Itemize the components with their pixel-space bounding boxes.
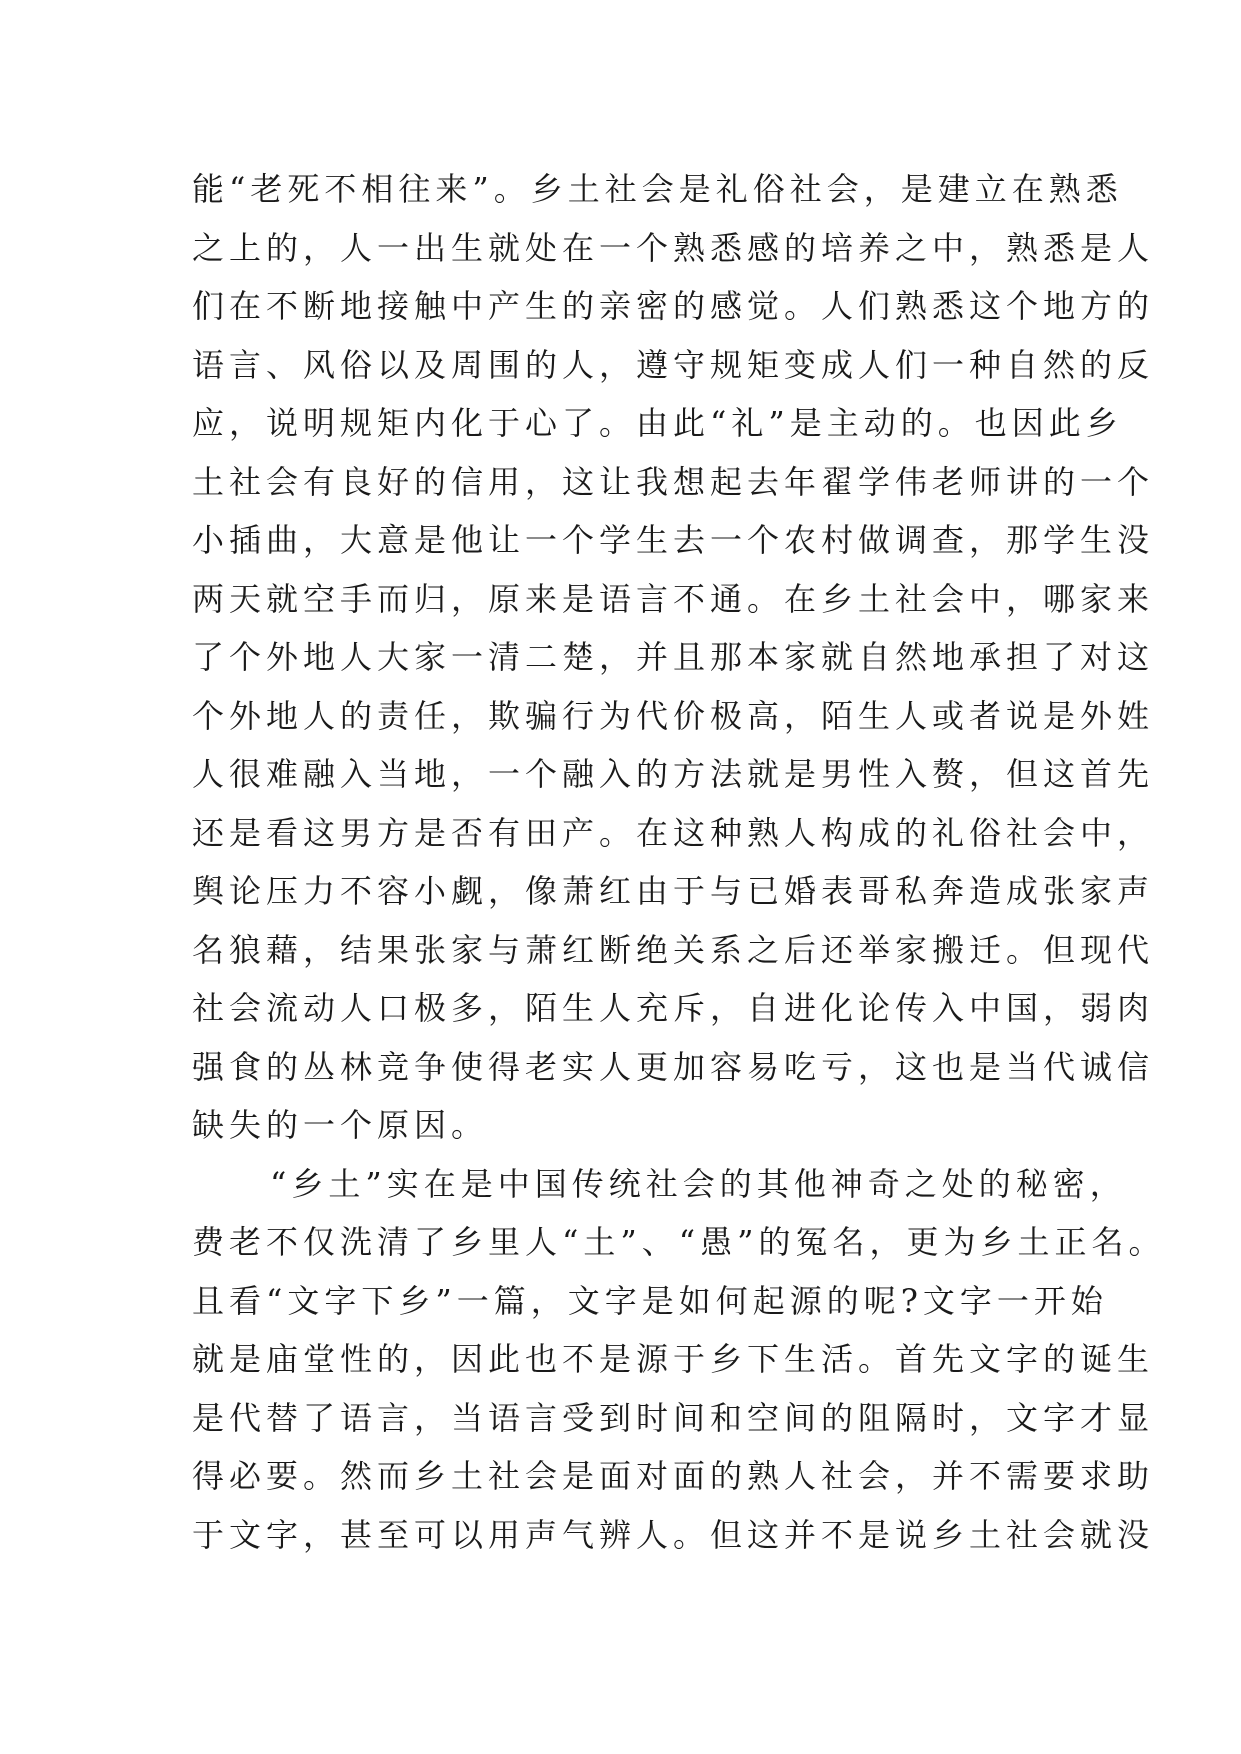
text-line: 社会流动人口极多，陌生人充斥，自进化论传入中国，弱肉: [192, 989, 1155, 1027]
text-line: 舆论压力不容小觑，像萧红由于与已婚表哥私奔造成张家声: [192, 872, 1155, 910]
text-line: 们在不断地接触中产生的亲密的感觉。人们熟悉这个地方的: [192, 287, 1155, 325]
text-line: 名狼藉，结果张家与萧红断绝关系之后还举家搬迁。但现代: [192, 930, 1155, 969]
text-line: 且看“文字下乡”一篇，文字是如何起源的呢?文字一开始: [192, 1281, 1108, 1320]
text-line: 之上的，人一出生就处在一个熟悉感的培养之中，熟悉是人: [192, 228, 1155, 267]
text-line: 土社会有良好的信用，这让我想起去年翟学伟老师讲的一个: [192, 462, 1155, 501]
text-line: 能“老死不相往来”。乡土社会是礼俗社会，是建立在熟悉: [192, 170, 1123, 208]
text-line: 是代替了语言，当语言受到时间和空间的阻隔时，文字才显: [192, 1398, 1155, 1437]
text-line: 就是庙堂性的，因此也不是源于乡下生活。首先文字的诞生: [192, 1340, 1155, 1378]
text-line: 小插曲，大意是他让一个学生去一个农村做调查，那学生没: [192, 521, 1155, 559]
text-line: 得必要。然而乡土社会是面对面的熟人社会，并不需要求助: [192, 1457, 1155, 1495]
text-line: 费老不仅洗清了乡里人“土”、“愚”的冤名，更为乡土正名。: [192, 1223, 1166, 1261]
text-line: 了个外地人大家一清二楚，并且那本家就自然地承担了对这: [192, 638, 1155, 676]
text-line: 人很难融入当地，一个融入的方法就是男性入赘，但这首先: [192, 755, 1155, 793]
text-line: 还是看这男方是否有田产。在这种熟人构成的礼俗社会中，: [192, 813, 1155, 852]
text-line: 两天就空手而归，原来是语言不通。在乡土社会中，哪家来: [192, 579, 1155, 618]
text-line: 于文字，甚至可以用声气辨人。但这并不是说乡土社会就没: [192, 1515, 1155, 1554]
paragraph-start-line: “乡土”实在是中国传统社会的其他神奇之处的秘密，: [270, 1164, 1127, 1203]
body-text: [192, 160, 1166, 1564]
text-line: 个外地人的责任，欺骗行为代价极高，陌生人或者说是外姓: [192, 696, 1155, 735]
text-line: 应，说明规矩内化于心了。由此“礼”是主动的。也因此乡: [192, 404, 1123, 442]
text-line: 强食的丛林竞争使得老实人更加容易吃亏，这也是当代诚信: [192, 1047, 1155, 1086]
text-line: 语言、风俗以及周围的人，遵守规矩变成人们一种自然的反: [192, 345, 1155, 384]
paragraph-end-line: 缺失的一个原因。: [192, 1106, 489, 1144]
